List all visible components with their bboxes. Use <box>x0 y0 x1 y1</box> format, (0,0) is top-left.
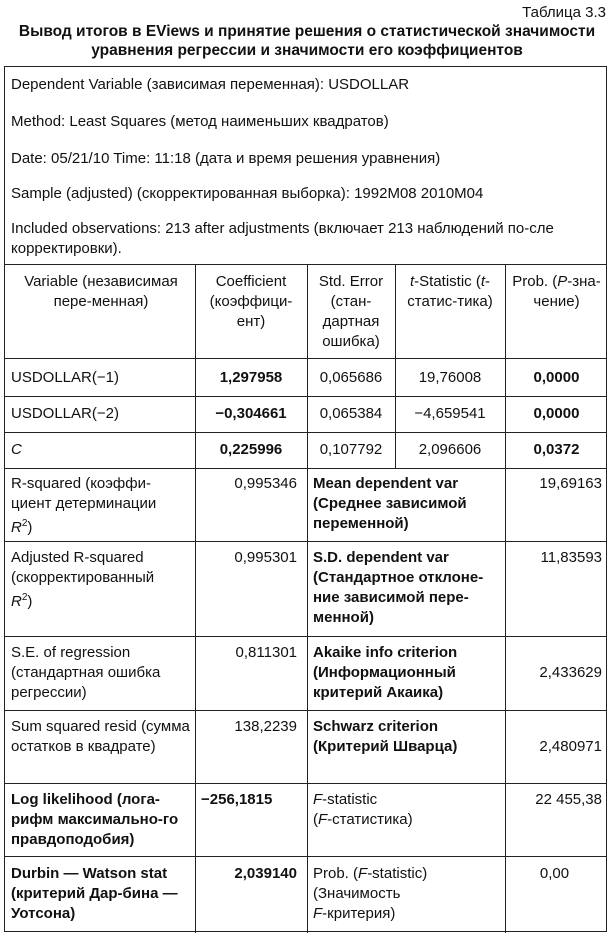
stat-label-adjusted-r-squared: Adjusted R-squared (скорректированный $R^2$) <box>11 549 155 610</box>
divider <box>307 468 308 933</box>
row-coefficient: −0,304661 <box>215 405 287 422</box>
header-t-statistic: t-Statistic (t-статис-тика) <box>407 273 493 310</box>
stat-label-sd-dependent: S.D. dependent var (Стандартное отклоне-ние зависимой пере-менной) <box>313 549 484 626</box>
row-coefficient: 1,297958 <box>219 369 283 386</box>
stat-label-durbin-watson: Durbin — Watson stat (критерий Дар-бина — Уотсона) <box>11 865 178 922</box>
stat-value-durbin-watson: 2,039140 <box>234 865 297 882</box>
divider <box>5 396 606 397</box>
stat-value-prob-f: 0,00 <box>539 865 570 882</box>
row-prob: 0,0372 <box>533 441 580 458</box>
stat-label-mean-dependent: Mean dependent var (Среднее зависимой переменной) <box>313 475 467 532</box>
stat-value-r-squared: 0,995346 <box>234 475 297 492</box>
row-t-statistic: 19,76008 <box>418 369 482 386</box>
row-std-error: 0,065384 <box>319 405 383 422</box>
stat-value-akaike: 2,433629 <box>539 664 602 681</box>
divider <box>505 264 506 468</box>
stat-value-schwarz: 2,480971 <box>539 738 602 755</box>
stat-value-adjusted-r-squared: 0,995301 <box>234 549 297 566</box>
info-dependent-variable: Dependent Variable (зависимая переменная): USDOLLAR <box>11 76 410 93</box>
row-t-statistic: 2,096606 <box>418 441 482 458</box>
stat-label-se-regression: S.E. of regression (стандартная ошибка регрессии) <box>11 644 161 701</box>
divider <box>5 358 606 359</box>
row-prob: 0,0000 <box>533 369 580 386</box>
divider <box>505 468 506 933</box>
stat-value-mean-dependent: 19,69163 <box>539 475 602 492</box>
divider <box>5 541 606 542</box>
stat-value-sum-squared-resid: 138,2239 <box>234 718 297 735</box>
info-sample: Sample (adjusted) (скорректированная выборка): 1992M08 2010M04 <box>11 185 484 202</box>
divider <box>5 636 606 637</box>
divider <box>5 432 606 433</box>
header-std-error: Std. Error (стан-дартная ошибка) <box>318 273 384 350</box>
stat-value-se-regression: 0,811301 <box>235 644 297 661</box>
stat-label-f-statistic: F-statistic (F-статистика) <box>313 791 413 828</box>
divider <box>195 264 196 468</box>
divider <box>5 856 606 857</box>
row-variable: C <box>11 441 22 458</box>
stat-value-log-likelihood: −256,1815 <box>201 791 273 808</box>
header-variable: Variable (независимая пере-менная) <box>24 273 178 310</box>
header-coefficient: Coefficient (коэффици-ент) <box>209 273 293 330</box>
divider <box>5 468 606 469</box>
stat-label-prob-f: Prob. (F-statistic) (Значимость F-критерия) <box>313 865 428 922</box>
row-prob: 0,0000 <box>533 405 580 422</box>
stat-label-sum-squared-resid: Sum squared resid (сумма остатков в квадрате) <box>11 718 190 755</box>
header-prob: Prob. (P-зна-чение) <box>512 273 601 310</box>
divider <box>5 264 606 265</box>
divider <box>395 264 396 468</box>
stat-label-log-likelihood: Log likelihood (лога-рифм максимально-го правдоподобия) <box>11 791 179 848</box>
stat-label-schwarz: Schwarz criterion (Критерий Шварца) <box>313 718 458 755</box>
stat-label-akaike: Akaike info criterion (Информационный критерий Акаика) <box>313 644 458 701</box>
results-table <box>4 66 607 932</box>
table-caption <box>0 22 614 60</box>
divider <box>195 468 196 933</box>
row-coefficient: 0,225996 <box>219 441 283 458</box>
divider <box>307 264 308 468</box>
divider <box>5 783 606 784</box>
info-date: Date: 05/21/10 Time: 11:18 (дата и время решения уравнения) <box>11 150 441 167</box>
row-std-error: 0,107792 <box>319 441 383 458</box>
row-std-error: 0,065686 <box>319 369 383 386</box>
stat-value-sd-dependent: 11,83593 <box>540 549 602 566</box>
divider <box>5 710 606 711</box>
caption-text: Вывод итогов в EViews и принятие решения о статистической значимости уравнения регрессии и значимости его коэффициентов <box>18 23 596 59</box>
table-number: Таблица 3.3 <box>522 4 606 21</box>
stat-label-r-squared: R-squared (коэффи-циент детерминации $R^2$) <box>11 475 157 536</box>
stat-value-f-statistic: 22 455,38 <box>535 791 602 808</box>
info-method: Method: Least Squares (метод наименьших квадратов) <box>11 113 389 130</box>
row-variable: USDOLLAR(−2) <box>11 405 119 422</box>
row-variable: USDOLLAR(−1) <box>11 369 119 386</box>
row-t-statistic: −4,659541 <box>414 405 486 422</box>
info-observations: Included observations: 213 after adjustments (включает 213 наблюдений по-сле корректировки). <box>11 220 554 257</box>
